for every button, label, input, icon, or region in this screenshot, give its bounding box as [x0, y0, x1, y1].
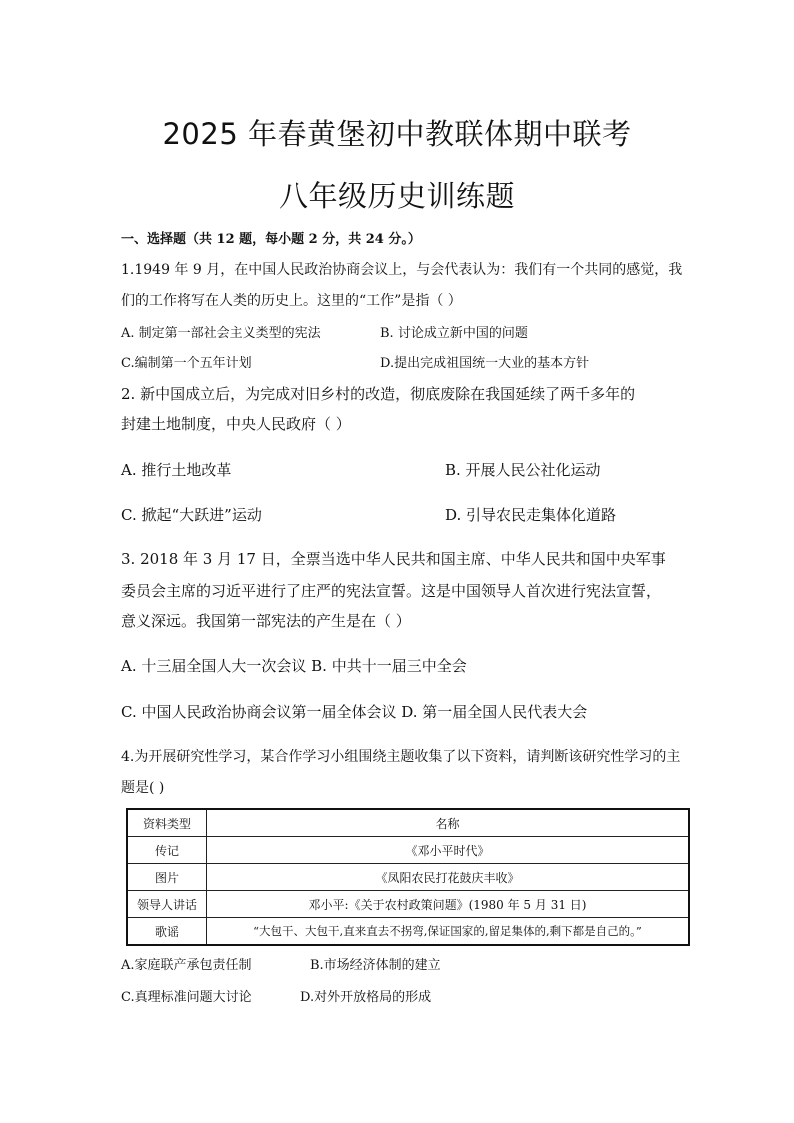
question-4-line2: 题是( )	[121, 780, 165, 796]
table-header-cell: 名称	[207, 809, 690, 837]
question-3-options-cd: C. 中国人民政治协商会议第一届全体会议 D. 第一届全国人民代表大会	[121, 703, 588, 721]
question-4-option-d: D.对外开放格局的形成	[300, 990, 432, 1005]
table-cell: 领导人讲话	[127, 891, 207, 918]
question-1-option-d: D.提出完成祖国统一大业的基本方针	[380, 356, 590, 371]
question-1-line1: 1.1949 年 9 月，在中国人民政治协商会议上，与会代表认为：我们有一个共同的感觉，我	[121, 262, 683, 278]
question-2-option-b: B. 开展人民公社化运动	[445, 461, 601, 479]
question-4-option-c: C.真理标准问题大讨论	[121, 990, 252, 1005]
table-row	[127, 918, 689, 946]
table-header-row	[127, 809, 689, 837]
table-cell: 传记	[127, 837, 207, 864]
table-row	[127, 864, 689, 891]
question-1-option-a: A. 制定第一部社会主义类型的宪法	[121, 326, 321, 341]
question-2-option-a: A. 推行土地改革	[121, 461, 232, 479]
table-header-cell: 资料类型	[127, 809, 207, 837]
table-cell: 《凤阳农民打花鼓庆丰收》	[207, 864, 690, 891]
table-cell: 《邓小平时代》	[207, 837, 690, 864]
question-3-line1: 3. 2018 年 3 月 17 日，全票当选中华人民共和国主席、中华人民共和国中央军事	[121, 550, 666, 568]
question-3-line3: 意义深远。我国第一部宪法的产生是在（ ）	[121, 612, 411, 630]
page-title-line2: 八年级历史训练题	[278, 179, 515, 213]
question-2-option-d: D. 引导农民走集体化道路	[445, 506, 617, 524]
table-row	[127, 837, 689, 864]
table-cell: 邓小平:《关于农村政策问题》(1980 年 5 月 31 日)	[207, 891, 690, 918]
table-cell: 歌谣	[127, 918, 207, 946]
question-1-line2: 们的工作将写在人类的历史上。这里的“工作”是指（ ）	[121, 293, 462, 309]
question-2-line1: 2. 新中国成立后，为完成对旧乡村的改造，彻底废除在我国延续了两千多年的	[121, 385, 636, 403]
question-2-line2: 封建土地制度，中央人民政府（ ）	[121, 415, 351, 433]
question-4-option-a: A.家庭联产承包责任制	[121, 958, 252, 973]
question-3-options-ab: A. 十三届全国人大一次会议 B. 中共十一届三中全会	[121, 657, 467, 675]
table-cell: 图片	[127, 864, 207, 891]
table-cell: “大包干、大包干,直来直去不拐弯,保证国家的,留足集体的,剩下都是自己的。”	[207, 918, 690, 946]
section-heading: 一、选择题（共 12 题，每小题 2 分，共 24 分。）	[121, 232, 421, 247]
question-1-option-c: C.编制第一个五年计划	[121, 356, 252, 371]
table-row	[127, 891, 689, 918]
page-title-line1: 2025 年春黄堡初中教联体期中联考	[162, 117, 632, 151]
question-4-line1: 4.为开展研究性学习，某合作学习小组围绕主题收集了以下资料，请判断该研究性学习的主	[121, 749, 681, 765]
question-4-option-b: B.市场经济体制的建立	[310, 958, 441, 973]
question-3-line2: 委员会主席的习近平进行了庄严的宪法宣誓。这是中国领导人首次进行宪法宣誓，	[121, 582, 662, 600]
question-1-option-b: B. 讨论成立新中国的问题	[380, 326, 528, 341]
source-materials-table	[126, 808, 690, 946]
question-2-option-c: C. 掀起“大跃进”运动	[121, 506, 262, 524]
